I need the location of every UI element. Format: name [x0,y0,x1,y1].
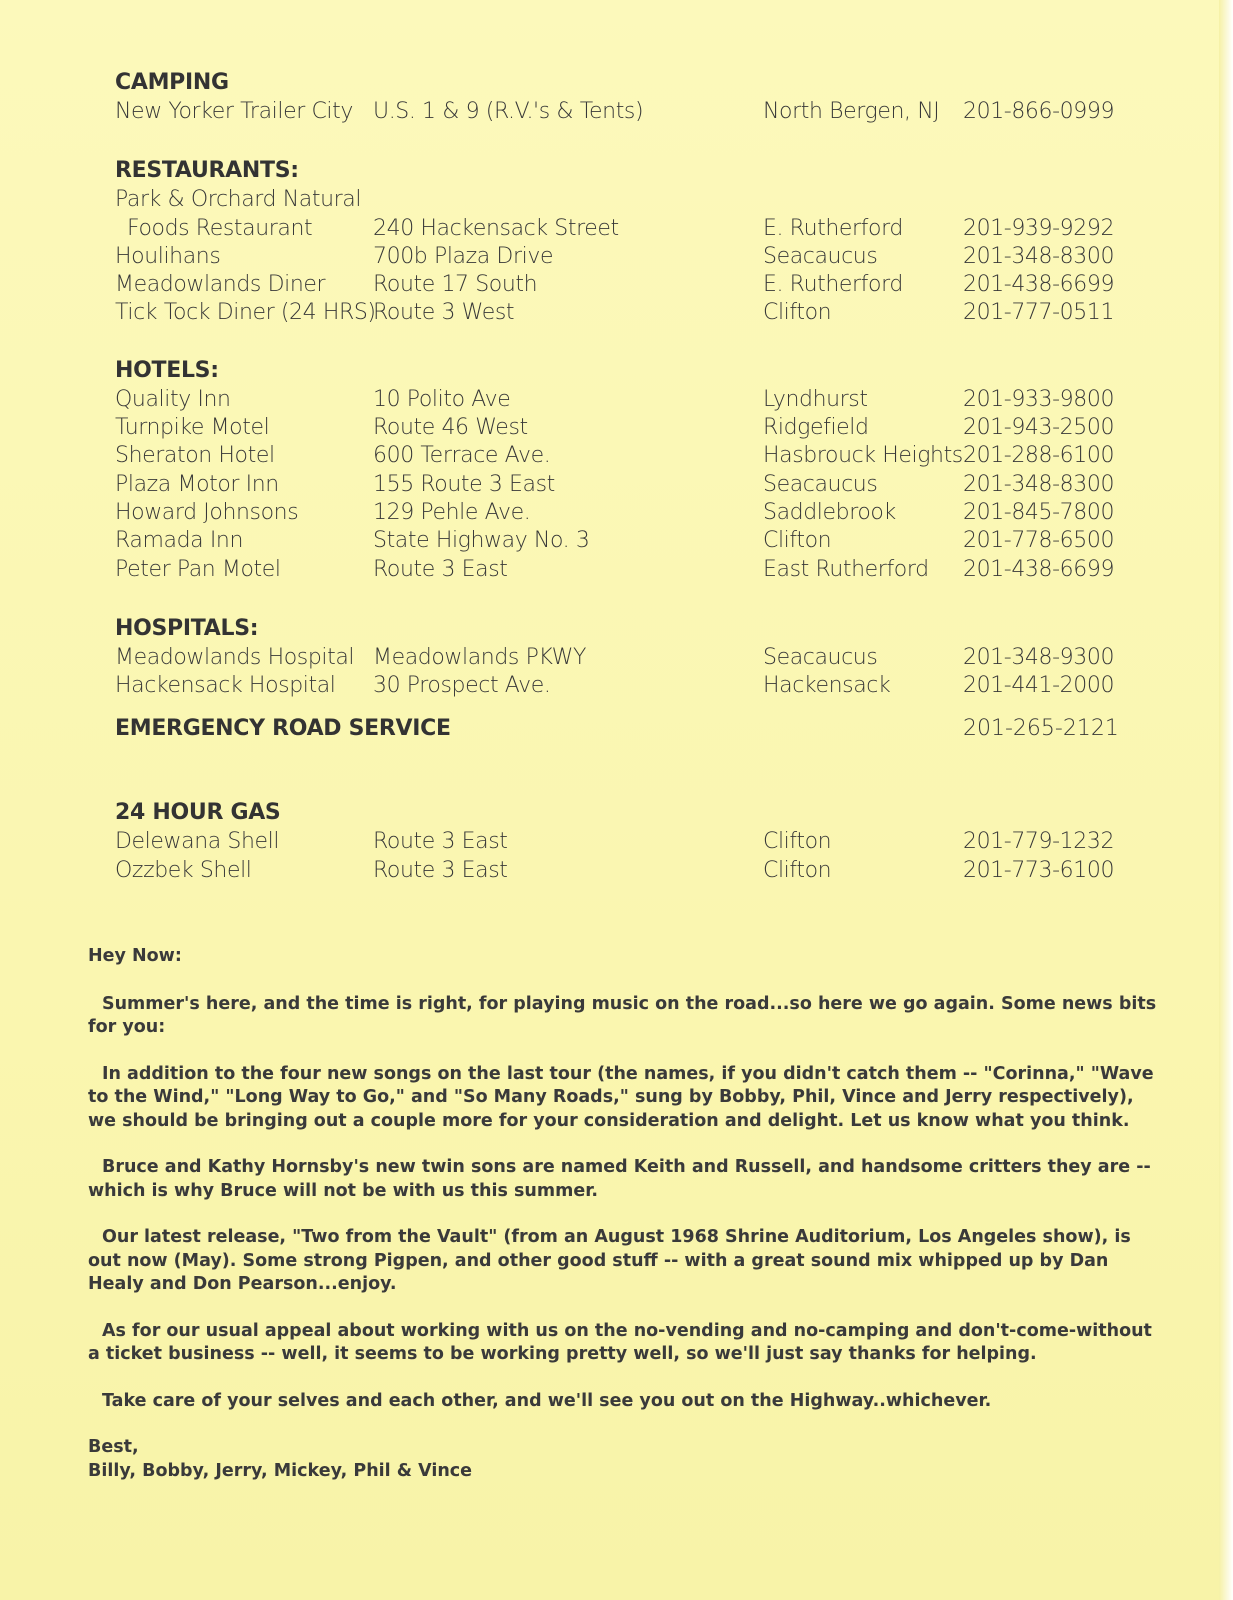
listing-city: Saddlebrook [763,499,896,525]
listing-row [115,243,1145,271]
listing-city: Seacaucus [763,471,878,497]
listing-row [115,644,1145,672]
listing-address [373,186,763,214]
letter-paragraph: As for our usual appeal about working with us on the no-vending and no-camping and don't-come-without a ticket business -- well, it seems to be working pretty well, so we'll just say thanks for helping. [88,1320,1152,1364]
listing-row [115,527,1145,555]
listing-name: Turnpike Motel [115,415,270,441]
listing-row [115,186,1145,214]
listing-phone [963,186,1143,214]
gas-title: 24 HOUR GAS [115,800,281,826]
listing-city: E. Rutherford [763,215,903,241]
camping-title: CAMPING [115,70,229,95]
listing-address: Route 46 West [373,415,528,441]
listing-name: Hackensack Hospital [115,673,336,699]
listing-city: Lyndhurst [763,386,868,412]
listing-address: 600 Terrace Ave. [373,443,551,469]
listing-phone: 201-933-9800 [963,386,1115,412]
listing-row [115,672,1145,700]
emergency-phone: 201-265-2121 [963,716,1119,742]
camping-section [115,68,1145,126]
listing-name: Ramada Inn [115,528,244,554]
listing-address: Route 17 South [373,272,538,298]
letter-closing: Best, [88,1437,139,1457]
letter-signature: Billy, Bobby, Jerry, Mickey, Phil & Vince [88,1460,473,1481]
letter-greeting: Hey Now: [88,946,182,966]
letter-paragraph: Summer's here, and the time is right, for playing music on the road...so here we go again. Some news bits for you: [88,993,1157,1037]
listing-row [115,499,1145,527]
letter-paragraph: Bruce and Kathy Hornsby's new twin sons are named Keith and Russell, and handsome critters they are -- which is why Bruce will not be with us this summer. [88,1157,1151,1201]
listing-address: Route 3 West [373,300,515,326]
restaurants-title: RESTAURANTS: [115,158,299,184]
listing-row [115,299,1145,327]
hotels-section [115,356,1145,584]
listing-name: Sheraton Hotel [115,443,275,469]
listing-phone: 201-777-0511 [963,300,1115,326]
listing-name: Peter Pan Motel [115,556,281,582]
listing-phone: 201-866-0999 [963,99,1115,124]
listing-phone: 201-779-1232 [963,829,1115,855]
directory-list [115,68,1145,885]
listing-phone: 201-441-2000 [963,673,1115,699]
listing-city: Clifton [763,528,832,554]
listing-name: Foods Restaurant [127,215,313,241]
listing-phone: 201-288-6100 [963,443,1115,469]
listing-address: Route 3 East [373,829,508,855]
listing-address: 155 Route 3 East [373,471,555,497]
listing-name: Park & Orchard Natural [115,187,362,213]
emergency-section [115,714,1145,744]
listing-address: 30 Prospect Ave. [373,673,551,699]
listing-address: Route 3 East [373,556,508,582]
listing-city: North Bergen, NJ [763,99,940,124]
listing-address: U.S. 1 & 9 (R.V.'s & Tents) [373,99,644,124]
listing-city: Hackensack [763,673,891,699]
listing-row [115,414,1145,442]
listing-city: Clifton [763,857,832,883]
listing-row [115,271,1145,299]
listing-address: 129 Pehle Ave. [373,499,531,525]
listing-phone: 201-348-8300 [963,243,1115,269]
letter-body [88,945,1158,1483]
listing-city: E. Rutherford [763,272,903,298]
listing-address: 10 Polito Ave [373,386,511,412]
page-edge [1219,0,1233,1600]
letter-paragraph: Take care of your selves and each other, and we'll see you out on the Highway..whichever. [102,1390,992,1411]
listing-name: Tick Tock Diner (24 HRS) [115,300,376,326]
listing-address: Route 3 East [373,857,508,883]
emergency-title: EMERGENCY ROAD SERVICE [115,716,451,742]
listing-phone: 201-438-6699 [963,556,1115,582]
listing-city: Hasbrouck Heights [763,443,963,469]
restaurants-section [115,156,1145,327]
hospitals-section [115,614,1145,701]
listing-address: 240 Hackensack Street [373,215,619,241]
hotels-title: HOTELS: [115,357,219,383]
listing-name: New Yorker Trailer City [115,99,353,124]
listing-phone: 201-778-6500 [963,528,1115,554]
listing-phone: 201-348-9300 [963,644,1115,670]
listing-name: Plaza Motor Inn [115,471,279,497]
letter-paragraph: In addition to the four new songs on the last tour (the names, if you didn't catch them -- "Corinna," "Wave to the Wind," "Long Way to Go," and "So Many Roads," sung by Bobby, Phil, Vince and Jerry respectively), we should be bringing out a couple more for your consideration and delight. Let us know what you think. [88,1063,1154,1131]
listing-row [115,386,1145,414]
listing-phone: 201-438-6699 [963,272,1115,298]
listing-city: Clifton [763,829,832,855]
listing-address: State Highway No. 3 [373,528,590,554]
listing-name: Quality Inn [115,386,231,412]
listing-name: Meadowlands Hospital [115,644,355,670]
listing-row [115,215,1145,243]
listing-name: Ozzbek Shell [115,857,252,883]
listing-row [115,98,1145,126]
gas-section [115,798,1145,885]
hospitals-title: HOSPITALS: [115,615,259,641]
listing-phone: 201-348-8300 [963,471,1115,497]
listing-phone: 201-943-2500 [963,415,1115,441]
listing-name: Meadowlands Diner [115,272,326,298]
listing-city: Seacaucus [763,644,878,670]
listing-name: Howard Johnsons [115,499,299,525]
listing-name: Delewana Shell [115,829,280,855]
listing-city: Clifton [763,300,832,326]
listing-row [115,828,1145,856]
listing-address: Meadowlands PKWY [373,644,587,670]
listing-row [115,442,1145,470]
listing-phone: 201-845-7800 [963,499,1115,525]
listing-address: 700b Plaza Drive [373,243,554,269]
letter-paragraph: Our latest release, "Two from the Vault" (from an August 1968 Shrine Auditorium, Los Angeles show), is out now (May). Some strong Pigpen, and other good stuff -- with a great sound mix whipped up by Dan Healy and Don Pearson...enjoy. [88,1227,1131,1294]
listing-phone: 201-939-9292 [963,215,1115,241]
listing-city: Seacaucus [763,243,878,269]
listing-name: Houlihans [115,243,221,269]
listing-row [115,471,1145,499]
listing-city: Ridgefield [763,415,869,441]
listing-city [763,186,963,214]
listing-row [115,556,1145,584]
listing-row [115,857,1145,885]
listing-phone: 201-773-6100 [963,857,1115,883]
listing-city: East Rutherford [763,556,929,582]
